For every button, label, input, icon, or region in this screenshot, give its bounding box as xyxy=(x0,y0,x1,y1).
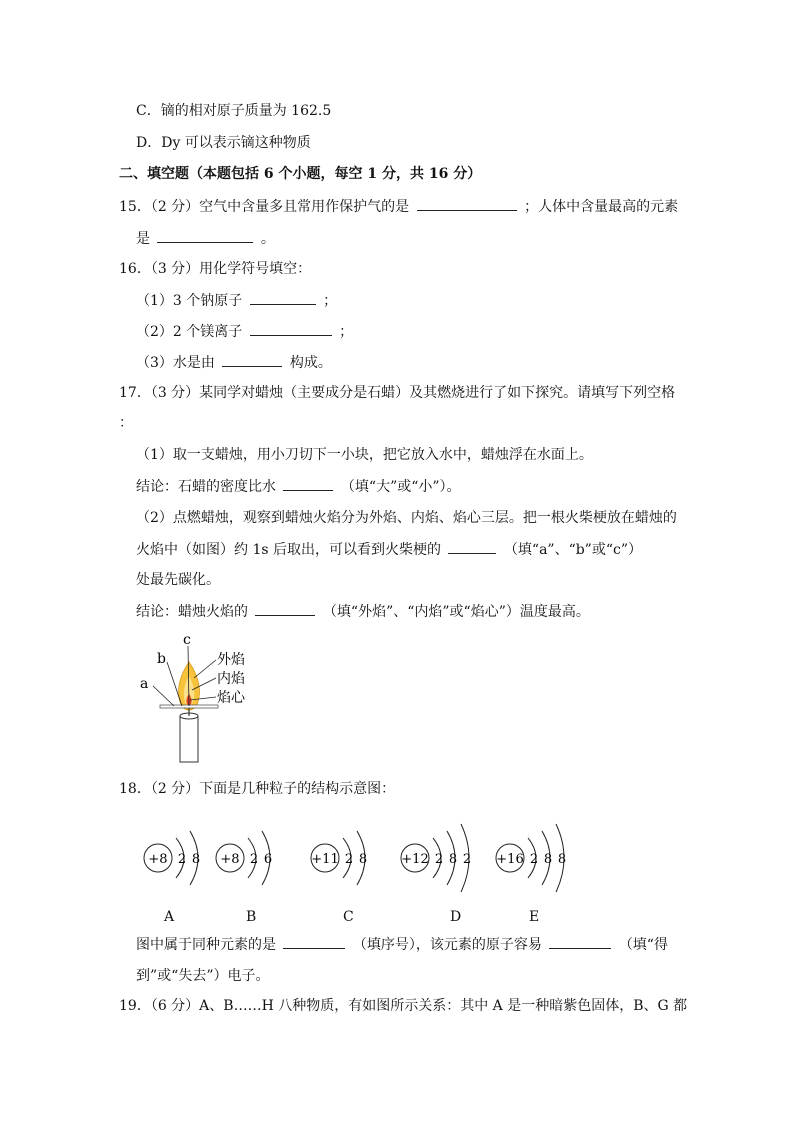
nucleus-charge: +11 xyxy=(311,852,339,867)
particle-label-d: D xyxy=(450,909,462,925)
q15-stem-c: 是 xyxy=(136,231,150,247)
shell-electron-count: 2 xyxy=(177,852,187,867)
q17-blank-3[interactable] xyxy=(255,601,315,616)
particle-a xyxy=(144,831,200,885)
question-18: 18．（2 分）下面是几种粒子的结构示意图： xyxy=(119,781,396,797)
q18-blank-2[interactable] xyxy=(549,934,611,949)
particle-d xyxy=(401,824,471,892)
q16-blank-1[interactable] xyxy=(250,290,316,305)
q18-answer xyxy=(136,934,668,955)
question-19: 19．（6 分）A、B……H 八种物质，有如图所示关系：其中 A 是一种暗紫色固体，B、G 都 xyxy=(119,998,688,1014)
shell-electron-count: 8 xyxy=(358,852,368,867)
q17-conclusion-1 xyxy=(136,476,461,497)
q17-blank-2[interactable] xyxy=(448,539,496,554)
label-inner: 内焰 xyxy=(217,671,245,687)
q15-blank-1[interactable] xyxy=(417,196,517,211)
q15-stem-d: 。 xyxy=(260,231,275,247)
particle-b xyxy=(216,831,272,885)
shell-electron-count: 8 xyxy=(543,852,553,867)
particle-label-c: C xyxy=(343,909,354,925)
shell-electron-count: 2 xyxy=(529,852,539,867)
candle-flame-figure xyxy=(130,630,260,765)
shell-electron-count: 2 xyxy=(249,852,259,867)
label-core: 焰心 xyxy=(217,690,245,706)
q17-c1-text: 结论：石蜡的密度比水 xyxy=(136,479,276,495)
shell-electron-count: 8 xyxy=(448,852,458,867)
q17-p2-end: （填“a”、“b”或“c”） xyxy=(503,542,642,558)
q16-p3-end: 构成。 xyxy=(289,355,332,371)
q17-blank-1[interactable] xyxy=(283,476,333,491)
q17-conclusion-2 xyxy=(136,601,590,622)
q15-stem-a: 15．（2 分）空气中含量多且常用作保护气的是 xyxy=(119,199,410,215)
q16-p2-end: ； xyxy=(339,324,354,340)
q17-part-1: （1）取一支蜡烛，用小刀切下一小块，把它放入水中，蜡烛浮在水面上。 xyxy=(136,447,593,463)
option-c: C．镝的相对原子质量为 162.5 xyxy=(136,103,332,119)
q18-text-1: 图中属于同种元素的是 xyxy=(136,937,276,953)
q15-stem-b: ；人体中含量最高的元素 xyxy=(524,199,679,215)
question-15-cont xyxy=(136,228,275,249)
shell-electron-count: 2 xyxy=(344,852,354,867)
question-16: 16．（3 分）用化学符号填空： xyxy=(119,261,312,277)
particle-label-b: B xyxy=(246,909,257,925)
q18-text-2: （填序号），该元素的原子容易 xyxy=(352,937,542,953)
question-17-cont: ： xyxy=(119,415,133,431)
q16-part-3 xyxy=(136,352,332,373)
shell-electron-count: 2 xyxy=(462,852,472,867)
q17-c2-end: （填“外焰”、“内焰”或“焰心”）温度最高。 xyxy=(322,604,590,620)
nucleus-charge: +8 xyxy=(220,852,240,867)
q17-part-2: （2）点燃蜡烛，观察到蜡烛火焰分为外焰、内焰、焰心三层。把一根火柴梗放在蜡烛的 xyxy=(136,510,677,526)
q16-p1-text: （1）3 个钠原子 xyxy=(136,293,243,309)
particle-structure-diagrams xyxy=(130,810,600,895)
nucleus-charge: +16 xyxy=(496,852,524,867)
q18-answer-cont: 到”或“失去”）电子。 xyxy=(136,968,270,984)
particle-c xyxy=(311,831,367,885)
nucleus-charge: +12 xyxy=(401,852,429,867)
q18-blank-1[interactable] xyxy=(283,934,345,949)
q16-blank-3[interactable] xyxy=(222,352,282,367)
q16-p3-text: （3）水是由 xyxy=(136,355,215,371)
shell-electron-count: 8 xyxy=(557,852,567,867)
q17-p2-text: 火焰中（如图）约 1s 后取出，可以看到火柴梗的 xyxy=(136,542,441,558)
q16-blank-2[interactable] xyxy=(250,321,332,336)
candle-body xyxy=(180,716,198,762)
nucleus-charge: +8 xyxy=(148,852,168,867)
particle-e xyxy=(496,824,566,892)
label-c: c xyxy=(183,632,191,648)
q16-p1-end: ； xyxy=(323,293,338,309)
label-b: b xyxy=(157,651,166,667)
question-15 xyxy=(119,196,678,217)
particle-label-a: A xyxy=(164,909,175,925)
shell-electron-count: 8 xyxy=(191,852,201,867)
q18-text-3: （填“得 xyxy=(618,937,668,953)
shell-electron-count: 2 xyxy=(434,852,444,867)
label-outer: 外焰 xyxy=(217,652,245,668)
shell-electron-count: 6 xyxy=(263,852,273,867)
q15-blank-2[interactable] xyxy=(157,228,253,243)
q16-part-2 xyxy=(136,321,353,342)
q17-part-2-cont xyxy=(136,539,642,560)
section-heading: 二、填空题（本题包括 6 个小题，每空 1 分，共 16 分） xyxy=(119,166,482,182)
question-17: 17．（3 分）某同学对蜡烛（主要成分是石蜡）及其燃烧进行了如下探究。请填写下列空格 xyxy=(119,385,676,401)
q17-part-2-end: 处最先碳化。 xyxy=(136,572,220,588)
q16-part-1 xyxy=(136,290,337,311)
label-a: a xyxy=(140,676,149,692)
particle-label-e: E xyxy=(529,909,540,925)
q17-c1-end: （填“大”或“小”）。 xyxy=(340,479,461,495)
q16-p2-text: （2）2 个镁离子 xyxy=(136,324,243,340)
option-d: D．Dy 可以表示镝这种物质 xyxy=(136,135,311,151)
q17-c2-text: 结论：蜡烛火焰的 xyxy=(136,604,248,620)
